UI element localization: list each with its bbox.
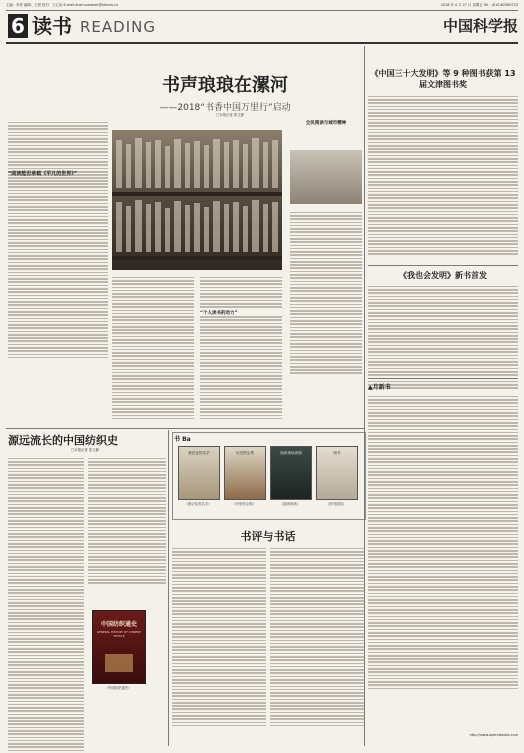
editor-meta: 主编：李菲 编辑：王树 校对：王心怡 E-mail:dushuumbzer@stimes.cn xyxy=(6,3,119,7)
right-article-1-body xyxy=(368,94,518,256)
section-english: READING xyxy=(80,18,156,36)
article-mid-column-1 xyxy=(112,275,194,421)
lower-left-byline: □本报记者 张文静 xyxy=(70,448,99,452)
subhead-3: 全民阅读与城市精神 xyxy=(305,121,347,126)
article-right-column xyxy=(290,210,362,376)
subhead-1: “阅读能否承载《平凡的世界》” xyxy=(8,171,78,177)
textile-book-subtitle: GENERAL HISTORY OF CHINESE TEXTILE xyxy=(97,630,141,638)
main-title: 书声琅琅在漯河 xyxy=(162,75,288,96)
book-cover-3 xyxy=(270,446,312,500)
right-article-1-title: 《中国三十大发明》等 9 种图书获第 13 届文津图书奖 xyxy=(370,69,516,89)
book-3-title: 阅读现场读图 xyxy=(280,451,302,455)
book-1-caption: 《被记住的名字》 xyxy=(184,502,212,506)
right-column-rule xyxy=(364,46,365,746)
review-column-1 xyxy=(172,546,266,728)
lower-left-column-1 xyxy=(8,456,84,753)
new-books-label: ▲月新书 xyxy=(368,384,391,391)
book-cover-4 xyxy=(316,446,358,500)
header-rule xyxy=(6,42,518,44)
right-divider-2 xyxy=(368,378,518,379)
book-2-title: 历史的尘埃 xyxy=(236,451,254,455)
main-byline: □本报记者 张文静 xyxy=(215,113,244,117)
textile-book-caption: 《中国纺织通史》 xyxy=(104,686,132,690)
textile-book-cover xyxy=(92,610,146,684)
masthead: 中国科学报 xyxy=(442,17,518,35)
textile-book-title: 中国纺织通史 xyxy=(100,621,137,628)
event-photo xyxy=(290,150,362,204)
footer-url: http://www.opendbooks.com xyxy=(469,733,518,737)
top-rule xyxy=(6,10,518,11)
mid-divider xyxy=(6,428,364,429)
subhead-2: “个人读书的动力” xyxy=(200,310,282,316)
book-1-title: 被记住的名字 xyxy=(188,451,210,455)
section-number: 6 xyxy=(8,14,28,38)
lower-left-column-2 xyxy=(88,456,166,586)
textile-book-illustration xyxy=(105,654,133,672)
bookshelf-photo xyxy=(112,130,282,270)
right-article-2-title: 《我也会发明》新书首发 xyxy=(399,271,487,280)
book-3-caption: 《阅读现场》 xyxy=(279,502,301,506)
lower-column-rule xyxy=(168,430,169,746)
article-mid-column-2 xyxy=(200,275,282,421)
new-books-list xyxy=(368,394,518,691)
right-article-2-body xyxy=(368,284,518,391)
book-cover-1 xyxy=(178,446,220,500)
book-2-caption: 《历史的尘埃》 xyxy=(232,502,256,506)
book-section-label: 书 Ba xyxy=(174,436,191,443)
date-meta: 2018 年 4 月 27 日 星期五 Tel：(010)62580723 xyxy=(440,3,518,7)
review-column-2 xyxy=(270,546,364,728)
book-cover-2 xyxy=(224,446,266,500)
review-column-title: 书评与书话 xyxy=(240,530,296,543)
book-4-caption: 《图书封面》 xyxy=(325,502,347,506)
right-divider-1 xyxy=(368,265,518,266)
main-subtitle: ——2018“书香中国万里行”启动 xyxy=(159,103,291,113)
book-4-title: 图书 xyxy=(333,451,341,455)
lower-left-title: 源远流长的中国纺织史 xyxy=(8,434,118,447)
section-title: 读书 xyxy=(32,14,72,38)
article-left-column-2 xyxy=(8,178,108,360)
